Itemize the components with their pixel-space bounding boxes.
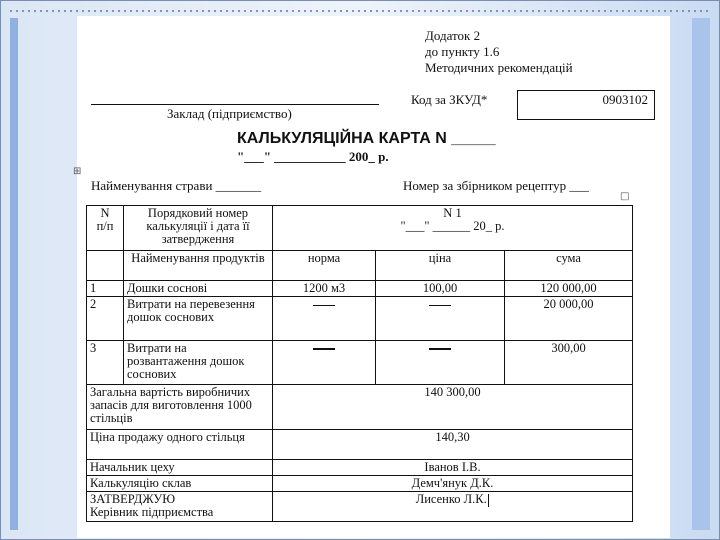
card-title: КАЛЬКУЛЯЦІЙНА КАРТА N _____ <box>237 130 496 147</box>
appendix-line-1: Додаток 2 <box>425 28 481 43</box>
code-label: Код за ЗКУД* <box>411 92 488 107</box>
dash-mark <box>313 305 335 306</box>
warehouse-value: Демч'янук Д.К. <box>273 476 633 492</box>
product-price-dash <box>376 341 505 385</box>
product-name: Дошки соснові <box>124 281 273 297</box>
product-norm-dash <box>273 297 376 341</box>
card-date-line: "___" ___________ 200_ р. <box>237 149 389 164</box>
manager-label: Керівник підприємства <box>90 505 214 519</box>
sale-price-label: Ціна продажу одного стільця <box>87 430 273 460</box>
approval-row <box>87 492 633 522</box>
sale-price-row <box>87 430 633 460</box>
code-box <box>517 90 655 120</box>
manager-value: Лисенко Л.К. <box>415 492 487 506</box>
table-resize-handle-icon: □ <box>620 191 630 202</box>
document-page <box>73 16 670 538</box>
col-n-header: N п/п <box>87 206 124 251</box>
total-label: Загальна вартість виробничих запасів для виготовлення 1000 стільців <box>87 385 273 430</box>
row-number: 2 <box>87 297 124 341</box>
calculation-table <box>86 205 633 522</box>
col-price-header: ціна <box>376 251 505 281</box>
product-price: 100,00 <box>376 281 505 297</box>
code-value: 0903102 <box>602 92 648 107</box>
total-value: 140 300,00 <box>273 385 633 430</box>
approve-label: ЗАТВЕРДЖУЮ <box>90 492 176 506</box>
dash-mark <box>313 348 335 350</box>
shop-head-label: Начальник цеху <box>87 460 273 476</box>
institution-label: Заклад (підприємство) <box>167 106 292 121</box>
approval-cell <box>87 492 273 522</box>
table-move-handle-icon: ⊞ <box>73 166 82 177</box>
manager-cell <box>273 492 633 522</box>
col-product-header: Найменування продуктів <box>124 251 273 281</box>
product-norm: 1200 м3 <box>273 281 376 297</box>
dash-mark <box>429 348 451 350</box>
empty-cell <box>87 251 124 281</box>
institution-underline <box>91 104 379 105</box>
dish-name-label: Найменування страви _______ <box>91 178 262 193</box>
signature-row <box>87 460 633 476</box>
product-sum: 20 000,00 <box>505 297 633 341</box>
table-header-row <box>87 206 633 251</box>
table-subheader-row <box>87 251 633 281</box>
appendix-line-2: до пункту 1.6 <box>425 44 500 59</box>
product-price-dash <box>376 297 505 341</box>
product-name: Витрати на перевезення дошок соснових <box>124 297 273 341</box>
product-sum: 120 000,00 <box>505 281 633 297</box>
right-accent-bar <box>692 18 710 530</box>
dotted-decoration <box>8 8 712 16</box>
product-name: Витрати на розвантаження дошок соснових <box>124 341 273 385</box>
left-accent-bar <box>10 18 18 530</box>
signature-row <box>87 476 633 492</box>
product-sum: 300,00 <box>505 341 633 385</box>
total-row <box>87 385 633 430</box>
table-row <box>87 281 633 297</box>
text-cursor <box>488 494 490 507</box>
sale-price-value: 140,30 <box>273 430 633 460</box>
recipe-number-label: Номер за збірником рецептур ___ <box>403 178 589 193</box>
row-number: 3 <box>87 341 124 385</box>
row-number: 1 <box>87 281 124 297</box>
appendix-line-3: Методичних рекомендацій <box>425 60 573 75</box>
col-sum-header: сума <box>505 251 633 281</box>
col-order-header: Порядковий номер калькуляції і дата її затвердження <box>124 206 273 251</box>
table-row <box>87 341 633 385</box>
dash-mark <box>429 305 451 306</box>
col-norm-header: норма <box>273 251 376 281</box>
col-calc-header: N 1 "___" ______ 20_ р. <box>273 206 633 251</box>
table-row <box>87 297 633 341</box>
warehouse-label: Калькуляцію склав <box>87 476 273 492</box>
product-norm-dash <box>273 341 376 385</box>
shop-head-value: Іванов І.В. <box>273 460 633 476</box>
